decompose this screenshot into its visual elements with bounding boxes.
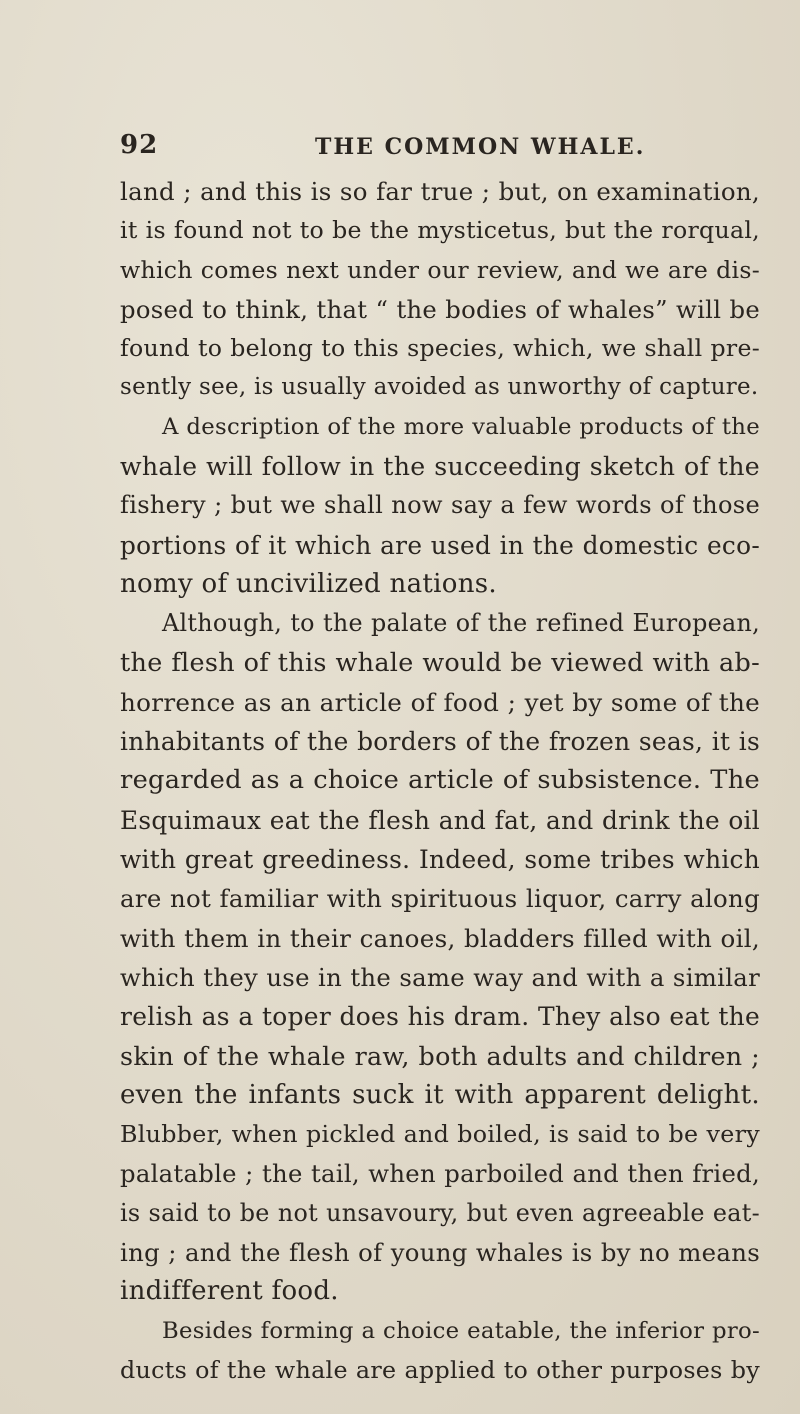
running-head: [120, 130, 760, 164]
text-line: Blubber, when pickled and boiled, is said to be very: [120, 1120, 760, 1149]
running-title: THE COMMON WHALE.: [315, 134, 646, 160]
text-line: Esquimaux eat the flesh and fat, and drink the oil: [120, 805, 760, 835]
text-line: sently see, is usually avoided as unworthy of capture.: [120, 374, 759, 401]
text-line: fishery ; but we shall now say a few words of those: [120, 491, 760, 520]
text-line: posed to think, that “ the bodies of whales” will be: [120, 294, 760, 324]
text-line: horrence as an article of food ; yet by some of the: [120, 687, 760, 717]
text-line: are not familiar with spirituous liquor, carry along: [120, 884, 760, 914]
text-line: ducts of the whale are applied to other purposes by: [120, 1355, 760, 1384]
body-text: [120, 172, 760, 1390]
text-line: Besides forming a choice eatable, the inferior pro-: [162, 1317, 760, 1344]
text-line: which they use in the same way and with a similar: [120, 962, 760, 992]
text-line: is said to be not unsavoury, but even agreeable eat-: [120, 1198, 760, 1227]
text-line: whale will follow in the succeeding sketch of the: [120, 452, 760, 482]
text-line: ing ; and the flesh of young whales is by no means: [120, 1238, 760, 1268]
text-line: with great greediness. Indeed, some tribes which: [120, 845, 760, 875]
text-line: it is found not to be the mysticetus, but the rorqual,: [120, 216, 760, 245]
text-line: relish as a toper does his dram. They also eat the: [120, 1002, 760, 1032]
text-line: skin of the whale raw, both adults and children ;: [120, 1040, 760, 1071]
text-line: inhabitants of the borders of the frozen seas, it is: [120, 727, 760, 757]
text-line: palatable ; the tail, when parboiled and then fried,: [120, 1159, 760, 1189]
text-line: with them in their canoes, bladders filled with oil,: [120, 923, 760, 953]
text-line: found to belong to this species, which, we shall pre-: [120, 334, 760, 363]
text-line: nomy of uncivilized nations.: [120, 568, 497, 599]
text-line: portions of it which are used in the domestic eco-: [120, 530, 760, 560]
page-number: 92: [120, 130, 159, 160]
text-line: regarded as a choice article of subsistence. The: [120, 765, 760, 796]
text-line: even the infants suck it with apparent delight.: [120, 1079, 760, 1110]
text-line: A description of the more valuable products of the: [162, 413, 760, 440]
text-line: indifferent food.: [120, 1276, 339, 1307]
text-line: which comes next under our review, and we are dis-: [120, 255, 760, 284]
text-line: Although, to the palate of the refined European,: [162, 609, 760, 638]
text-line: the flesh of this whale would be viewed with ab-: [120, 647, 760, 678]
text-line: land ; and this is so far true ; but, on examination,: [120, 177, 760, 206]
